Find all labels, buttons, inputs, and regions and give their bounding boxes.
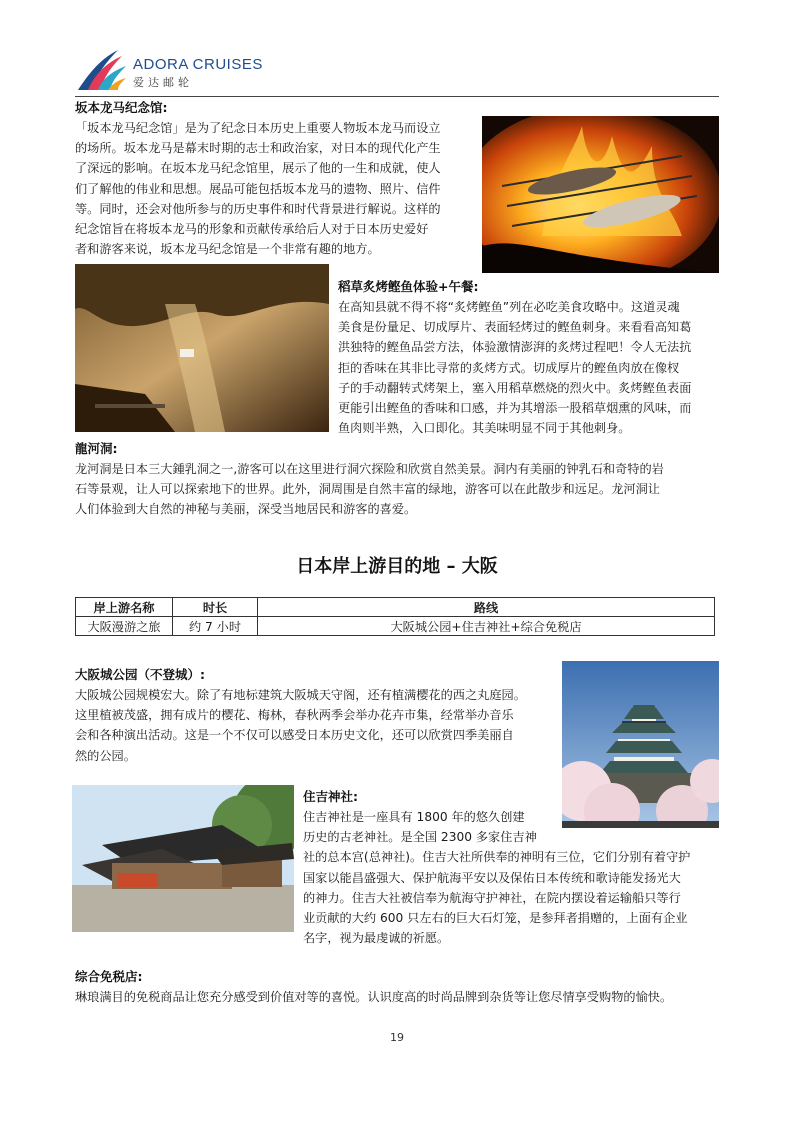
text-line: 琳琅满目的免税商品让您充分感受到价值对等的喜悦。认识度高的时尚品牌到杂货等让您尽情享受购物的愉快。 — [75, 990, 673, 1004]
sakamoto-heading: 坂本龙马纪念馆: — [75, 100, 168, 115]
ryugado-heading: 龍河洞: — [75, 441, 118, 456]
column-header: 时长 — [173, 598, 258, 617]
osaka-castle-photo — [562, 661, 719, 828]
text-line: 的神力。住吉大社被信奉为航海守护神社，在院内摆设着运输船只等行 — [303, 890, 681, 905]
text-line: 这里植被茂盛，拥有成片的樱花、梅林，春秋两季会举办花卉市集，经常举办音乐 — [75, 708, 514, 723]
straw-grill-photo — [482, 116, 719, 273]
brand-logo — [76, 48, 128, 92]
text-line: 子的手动翻转式烤架上，塞入用稻草燃烧的烈火中。炙烤鲣鱼表面 — [338, 380, 692, 395]
header-divider — [75, 96, 719, 97]
text-line: 美食是份量足、切成厚片、表面轻烤过的鲣鱼刺身。来看看高知葛 — [338, 320, 692, 335]
katsuo-heading: 稻草炙烤鲣鱼体验+午餐: — [338, 279, 479, 294]
table-row — [76, 617, 715, 636]
text-line: 历史的古老神社。是全国 2300 多家住吉神 — [303, 830, 537, 845]
text-line: 龙河洞是日本三大鍾乳洞之一,游客可以在这里进行洞穴探险和欣赏自然美景。洞内有美丽的钟乳石和奇特的岩 — [75, 462, 664, 476]
column-header: 路线 — [258, 598, 715, 617]
osaka-castle-heading: 大阪城公园（不登城）: — [75, 667, 205, 682]
text-line: 业贡献的大约 600 只左右的巨大石灯笼，是参拜者捐赠的，上面有企业 — [303, 911, 688, 926]
text-line: 在高知县就不得不将“炙烤鲣鱼”列在必吃美食攻略中。这道灵魂 — [338, 300, 680, 314]
sumiyoshi-shrine-photo — [72, 785, 294, 932]
table-cell: 大阪城公园+住吉神社+综合免税店 — [258, 617, 715, 636]
text-line: 鱼肉则半熟，入口即化。其美味明显不同于其他刺身。 — [338, 421, 631, 436]
sakamoto-paragraph — [75, 118, 479, 259]
osaka-castle-paragraph — [75, 685, 559, 766]
text-line: 住吉神社是一座具有 1800 年的悠久创建 — [303, 810, 525, 824]
column-header: 岸上游名称 — [76, 598, 173, 617]
route-table — [75, 597, 715, 636]
katsuo-paragraph — [338, 297, 722, 438]
text-line: 更能引出鲣鱼的香味和口感，并为其增添一股稻草烟熏的风味，而 — [338, 401, 692, 416]
text-line: 者和游客来说，坂本龙马纪念馆是一个非常有趣的地方。 — [75, 242, 380, 257]
text-line: 们了解他的伟业和思想。展品可能包括坂本龙马的遗物、照片、信件 — [75, 181, 441, 196]
text-line: 石等景观，让人可以探索地下的世界。此外，洞周围是自然丰富的绿地，游客可以在此散步和远足。龙河洞让 — [75, 482, 660, 497]
brand-name-cn: 爱达邮轮 — [133, 76, 193, 89]
section-title: 日本岸上游目的地 – 大阪 — [296, 556, 498, 577]
cave-photo — [75, 264, 329, 432]
sumiyoshi-heading: 住吉神社: — [303, 789, 358, 804]
text-line: 纪念馆旨在将坂本龙马的形象和贡献传承给后人对于日本历史爱好 — [75, 222, 429, 237]
table-header-row — [76, 598, 715, 617]
text-line: 的场所。坂本龙马是幕末时期的志士和政治家，对日本的现代化产生 — [75, 141, 441, 156]
text-line: 洪独特的鲣鱼品尝方法，体验激情澎湃的炙烤过程吧！令人无法抗 — [338, 340, 692, 355]
text-line: 了深远的影响。在坂本龙马纪念馆里，展示了他的一生和成就，使人 — [75, 161, 441, 176]
text-line: 人们体验到大自然的神秘与美丽，深受当地居民和游客的喜爱。 — [75, 502, 417, 517]
sumiyoshi-paragraph — [303, 807, 723, 948]
text-line: 名字，视为最虔诚的祈愿。 — [303, 931, 450, 946]
duty-free-paragraph — [75, 987, 725, 1007]
text-line: 「坂本龙马纪念馆」是为了纪念日本历史上重要人物坂本龙马而设立 — [75, 121, 441, 135]
text-line: 等。同时，还会对他所参与的历史事件和时代背景进行解说。这样的 — [75, 201, 441, 216]
text-line: 大阪城公园规模宏大。除了有地标建筑大阪城天守阁，还有植满樱花的西之丸庭园。 — [75, 688, 526, 702]
text-line: 社的总本宫(总神社)。住吉大社所供奉的神明有三位，它们分别有着守护 — [303, 850, 691, 865]
brand-logo-icon — [76, 48, 128, 92]
text-line: 会和各种演出活动。这是一个不仅可以感受日本历史文化，还可以欣赏四季美丽自 — [75, 728, 514, 743]
table-cell: 约 7 小时 — [173, 617, 258, 636]
brand-name-en: ADORA CRUISES — [133, 56, 263, 73]
ryugado-paragraph — [75, 459, 723, 520]
page-number: 19 — [390, 1031, 404, 1044]
text-line: 国家以能昌盛强大、保护航海平安以及保佑日本传统和歌诗能发扬光大 — [303, 870, 681, 885]
table-cell: 大阪漫游之旅 — [76, 617, 173, 636]
duty-free-heading: 综合免税店: — [75, 969, 143, 984]
text-line: 拒的香味在其非比寻常的炙烤方式。切成厚片的鲣鱼肉放在像杈 — [338, 360, 680, 375]
text-line: 然的公园。 — [75, 748, 136, 763]
